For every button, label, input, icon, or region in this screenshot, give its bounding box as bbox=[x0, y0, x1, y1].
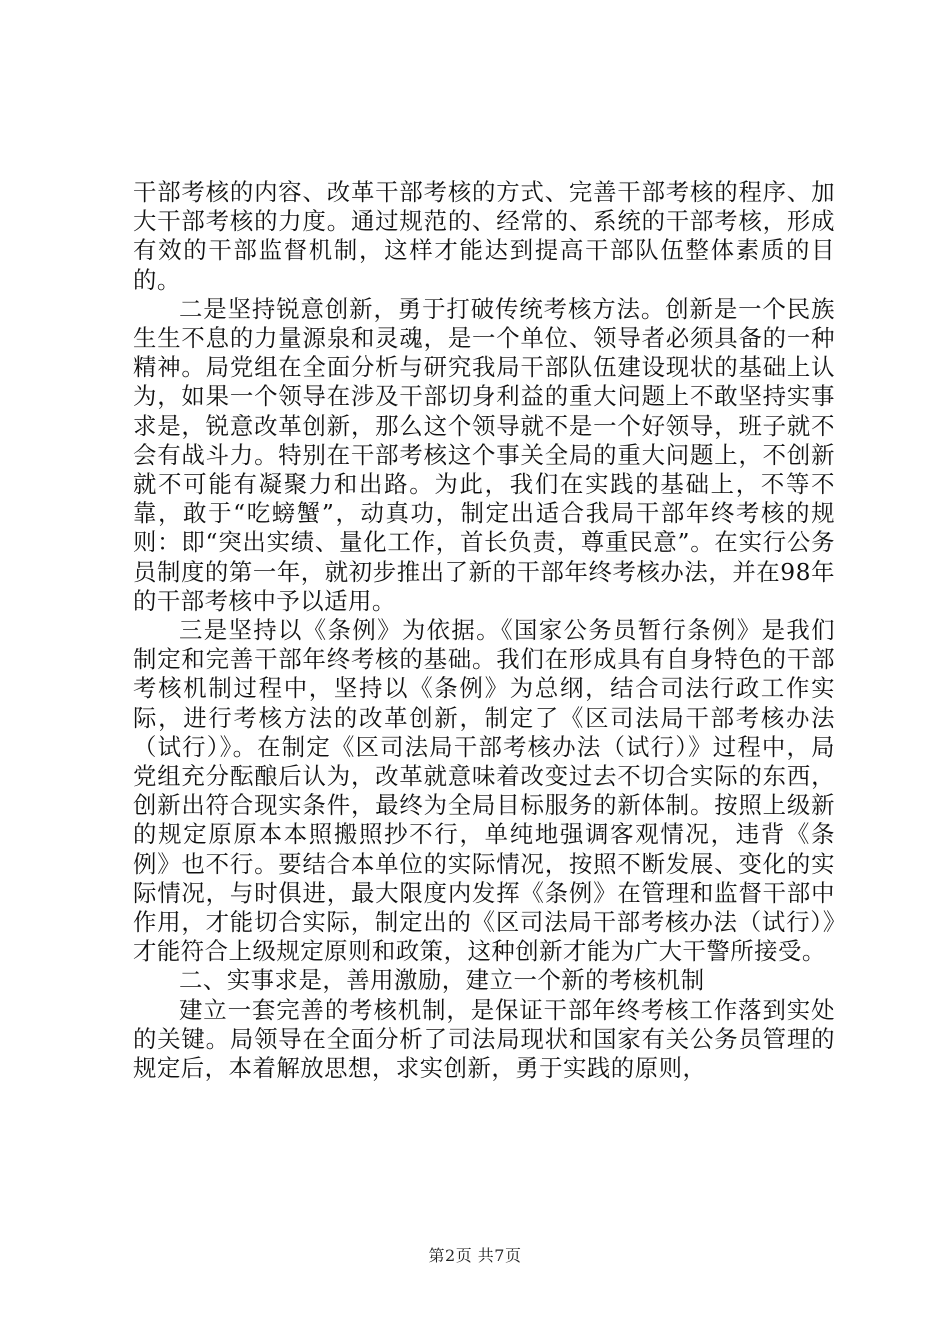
paragraph-innovation: 二是坚持锐意创新，勇于打破传统考核方法。创新是一个民族生生不息的力量源泉和灵魂，是一个单位、领导者必须具备的一种精神。局党组在全面分析与研究我局干部队伍建设现状的基础上认为，如果一个领导在涉及干部切身利益的重大问题上不敢坚持实事求是，锐意改革创新，那么这个领导就不是一个好领导，班子就不会有战斗力。特别在干部考核这个事关全局的重大问题上，不创新就不可能有凝聚力和出路。为此，我们在实践的基础上，不等不靠，敢于“吃螃蟹”，动真功，制定出适合我局干部年终考核的规则：即“突出实绩、量化工作，首长负责，尊重民意”。在实行公务员制度的第一年，就初步推出了新的干部年终考核办法，并在98年的干部考核中予以适用。 bbox=[133, 294, 835, 615]
section-heading: 二、实事求是，善用激励，建立一个新的考核机制 bbox=[179, 966, 705, 995]
paragraph-continuation: 干部考核的内容、改革干部考核的方式、完善干部考核的程序、加大干部考核的力度。通过规范的、经常的、系统的干部考核，形成有效的干部监督机制，这样才能达到提高干部队伍整体素质的目的。 bbox=[133, 178, 835, 294]
document-body bbox=[133, 178, 835, 1083]
paragraph-regulations: 三是坚持以《条例》为依据。《国家公务员暂行条例》是我们制定和完善干部年终考核的基础。我们在形成具有自身特色的干部考核机制过程中，坚持以《条例》为总纲，结合司法行政工作实际，进行考核方法的改革创新，制定了《区司法局干部考核办法（试行）》。在制定《区司法局干部考核办法（试行）》过程中，局党组充分酝酿后认为，改革就意味着改变过去不切合实际的东西，创新出符合现实条件，最终为全局目标服务的新体制。按照上级新的规定原原本本照搬照抄不行，单纯地强调客观情况，违背《条例》也不行。要结合本单位的实际情况，按照不断发展、变化的实际情况，与时俱进，最大限度内发挥《条例》在管理和监督干部中作用，才能切合实际，制定出的《区司法局干部考核办法（试行）》才能符合上级规定原则和政策，这种创新才能为广大干警所接受。 bbox=[133, 616, 835, 966]
page-footer: 第2页 共7页 bbox=[428, 1246, 522, 1265]
paragraph-mechanism: 建立一套完善的考核机制，是保证干部年终考核工作落到实处的关键。局领导在全面分析了司法局现状和国家有关公务员管理的规定后，本着解放思想，求实创新，勇于实践的原则， bbox=[133, 995, 835, 1083]
